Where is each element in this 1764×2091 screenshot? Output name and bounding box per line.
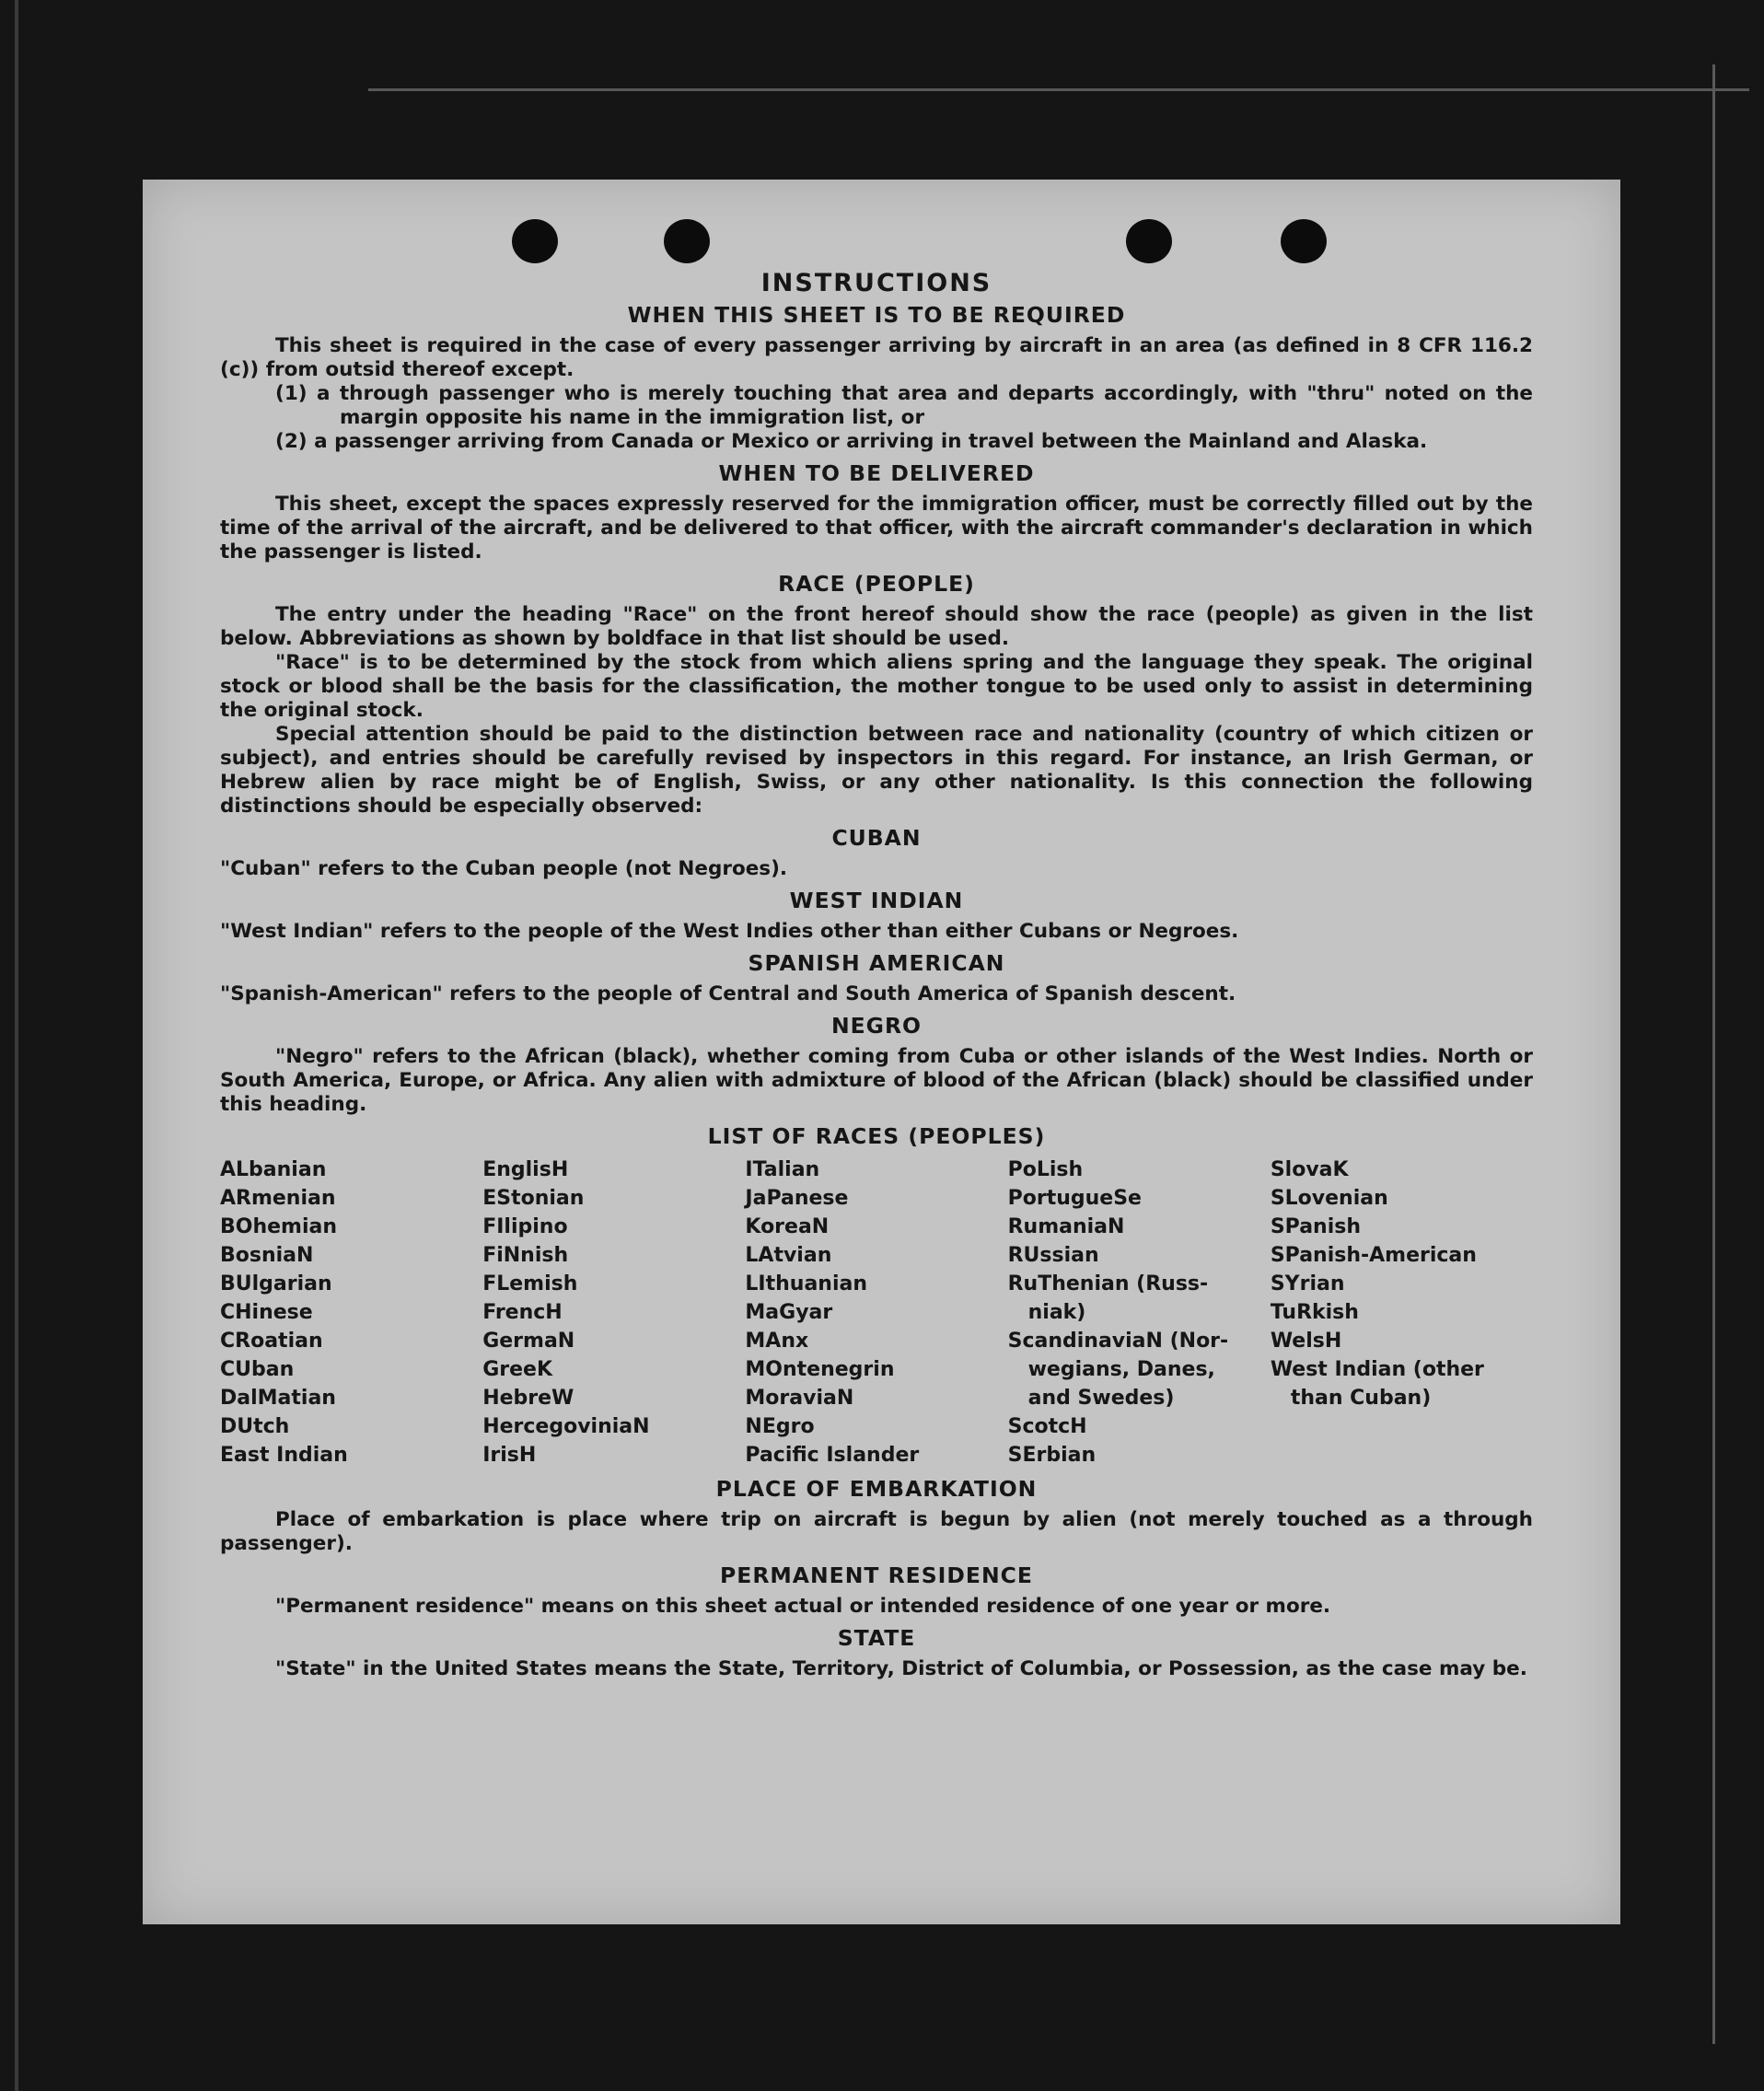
section-title: WEST INDIAN xyxy=(789,888,964,913)
race-item: MaGyar xyxy=(745,1301,833,1324)
page-title: INSTRUCTIONS xyxy=(760,269,992,297)
race-item: wegians, Danes, xyxy=(1027,1358,1215,1381)
race-column xyxy=(482,1156,745,1470)
race-item: HercegoviniaN xyxy=(482,1415,650,1438)
section-title: WHEN TO BE DELIVERED xyxy=(718,460,1035,486)
section-title: LIST OF RACES (PEOPLES) xyxy=(707,1123,1046,1149)
section-title: PERMANENT RESIDENCE xyxy=(720,1562,1033,1588)
race-item: HebreW xyxy=(482,1387,574,1410)
race-item: ARmenian xyxy=(220,1187,336,1210)
race-item: BUlgarian xyxy=(220,1272,332,1295)
punch-hole xyxy=(1126,219,1172,263)
race-item: DUtch xyxy=(220,1415,290,1438)
race-item: and Swedes) xyxy=(1027,1387,1175,1410)
race-item: MOntenegrin xyxy=(745,1358,895,1381)
race-column xyxy=(1008,1156,1271,1470)
race-item: SLovenian xyxy=(1270,1187,1388,1210)
scan-edge-left xyxy=(15,0,18,2091)
race-list xyxy=(220,1156,1533,1470)
race-column xyxy=(1271,1156,1533,1470)
race-item: ScotcH xyxy=(1007,1415,1087,1438)
race-item: niak) xyxy=(1027,1301,1086,1324)
race-item: PortugueSe xyxy=(1007,1187,1142,1210)
race-item: EnglisH xyxy=(482,1158,569,1181)
race-item: TuRkish xyxy=(1270,1301,1359,1324)
race-item: ScandinaviaN (Nor- xyxy=(1007,1330,1229,1353)
race-item: FIlipino xyxy=(482,1215,568,1238)
race-item: Pacific Islander xyxy=(745,1444,920,1467)
race-item: BOhemian xyxy=(220,1215,338,1238)
paragraph: "Negro" refers to the African (black), whether coming from Cuba or other islands of the West Indies. North or South America, Europe, or Africa. Any alien with admixture of blood of the African (black) should be classified under this heading. xyxy=(220,1045,1533,1116)
punch-hole xyxy=(664,219,710,263)
section-title: CUBAN xyxy=(831,825,922,851)
race-item: ITalian xyxy=(745,1158,820,1181)
race-item: ALbanian xyxy=(220,1158,327,1181)
race-item: GreeK xyxy=(482,1358,552,1381)
race-item: EStonian xyxy=(482,1187,585,1210)
paragraph: This sheet is required in the case of every passenger arriving by aircraft in an area (as defined in 8 CFR 116.2 (c)) from outsid thereof except. xyxy=(220,334,1533,381)
race-item: MAnx xyxy=(745,1330,809,1353)
race-item: West Indian (other xyxy=(1270,1358,1484,1381)
paragraph: "Permanent residence" means on this sheet actual or intended residence of one year or more. xyxy=(275,1595,1331,1618)
race-item: SPanish xyxy=(1270,1215,1361,1238)
section-title: RACE (PEOPLE) xyxy=(778,571,975,597)
race-item: CHinese xyxy=(220,1301,313,1324)
race-item: SlovaK xyxy=(1270,1158,1349,1181)
punch-hole xyxy=(512,219,558,263)
section-title: NEGRO xyxy=(830,1013,923,1039)
race-item: LIthuanian xyxy=(745,1272,868,1295)
race-item: GermaN xyxy=(482,1330,575,1353)
race-item: RumaniaN xyxy=(1007,1215,1125,1238)
race-item: KoreaN xyxy=(745,1215,830,1238)
paragraph: "State" in the United States means the State, Territory, District of Columbia, or Possession, as the case may be. xyxy=(275,1657,1527,1680)
race-item: SYrian xyxy=(1270,1272,1345,1295)
section-title: STATE xyxy=(837,1625,916,1651)
paragraph: Special attention should be paid to the distinction between race and nationality (country of which citizen or subject), and entries should be carefully revised by inspectors in this regard. For instance, an Irish German, or Hebrew alien by race might be of English, Swiss, or any other nationality. Is this connection the following distinctions should be especially observed: xyxy=(220,723,1533,818)
race-item: SErbian xyxy=(1007,1444,1097,1467)
race-item: SPanish-American xyxy=(1270,1244,1477,1267)
section-title: WHEN THIS SHEET IS TO BE REQUIRED xyxy=(627,302,1126,328)
punch-hole xyxy=(1281,219,1327,263)
race-item: MoraviaN xyxy=(745,1387,854,1410)
section-title: SPANISH AMERICAN xyxy=(748,950,1005,976)
race-item: RUssian xyxy=(1007,1244,1099,1267)
race-item: than Cuban) xyxy=(1290,1387,1432,1410)
list-item: (2) a passenger arriving from Canada or Mexico or arriving in travel between the Mainland and Alaska. xyxy=(275,430,1428,453)
paragraph: The entry under the heading "Race" on the front hereof should show the race (people) as given in the list below. Abbreviations as shown by boldface in that list should be used. xyxy=(220,603,1533,650)
race-item: BosniaN xyxy=(220,1244,314,1267)
document-page xyxy=(143,180,1620,1924)
list-item: (1) a through passenger who is merely touching that area and departs accordingly, with "thru" noted on the margin opposite his name in the immigration list, or xyxy=(275,382,1533,429)
race-item: LAtvian xyxy=(745,1244,832,1267)
scan-edge-top xyxy=(368,88,1749,91)
race-item: CUban xyxy=(220,1358,295,1381)
paragraph: "West Indian" refers to the people of the West Indies other than either Cubans or Negroes. xyxy=(220,920,1239,943)
race-item: FLemish xyxy=(482,1272,578,1295)
race-item: DalMatian xyxy=(220,1387,336,1410)
paragraph: "Cuban" refers to the Cuban people (not Negroes). xyxy=(220,857,788,880)
instructions-body xyxy=(220,269,1533,1681)
race-item: East Indian xyxy=(220,1444,348,1467)
race-item: FiNnish xyxy=(482,1244,569,1267)
scan-edge-right xyxy=(1712,64,1715,2044)
race-item: NEgro xyxy=(745,1415,815,1438)
paragraph: Place of embarkation is place where trip on aircraft is begun by alien (not merely touched as a through passenger). xyxy=(220,1508,1533,1555)
paragraph: This sheet, except the spaces expressly reserved for the immigration officer, must be correctly filled out by the time of the arrival of the aircraft, and be delivered to that officer, with the aircraft commander's declaration in which the passenger is listed. xyxy=(220,493,1533,563)
race-item: IrisH xyxy=(482,1444,537,1467)
race-column xyxy=(745,1156,1007,1470)
race-item: JaPanese xyxy=(745,1187,849,1210)
race-item: PoLish xyxy=(1007,1158,1084,1181)
section-title: PLACE OF EMBARKATION xyxy=(715,1476,1038,1502)
race-item: CRoatian xyxy=(220,1330,323,1353)
race-item: WelsH xyxy=(1270,1330,1342,1353)
race-item: FrencH xyxy=(482,1301,563,1324)
paragraph: "Race" is to be determined by the stock from which aliens spring and the language they speak. The original stock or blood shall be the basis for the classification, the mother tongue to be used only to assist in determining the original stock. xyxy=(220,651,1533,722)
paragraph: "Spanish-American" refers to the people of Central and South America of Spanish descent. xyxy=(220,982,1236,1005)
race-column xyxy=(220,1156,482,1470)
race-item: RuThenian (Russ- xyxy=(1007,1272,1209,1295)
